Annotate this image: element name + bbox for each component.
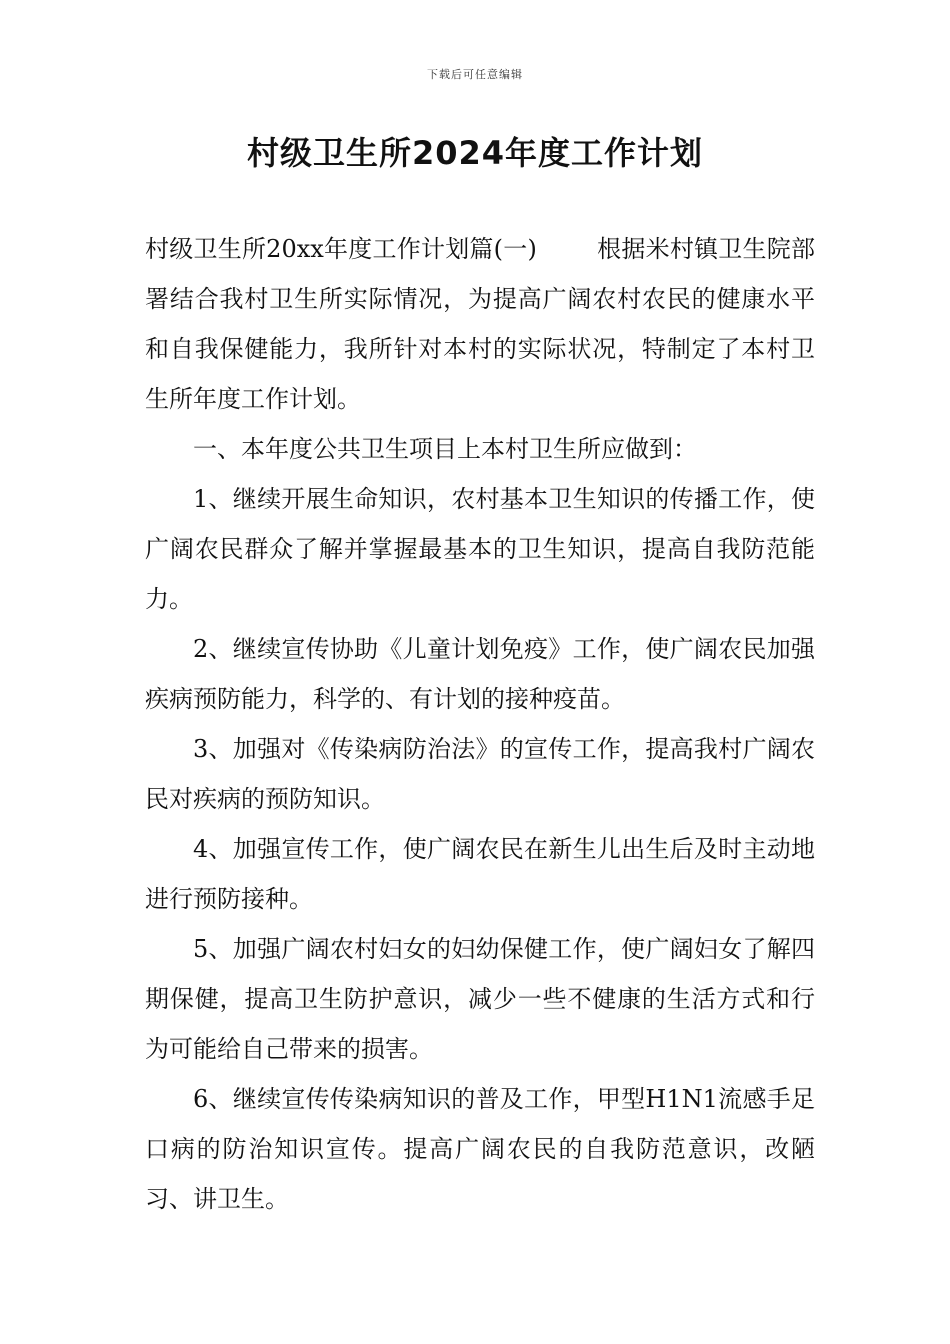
list-item-3: 3、加强对《传染病防治法》的宣传工作，提高我村广阔农民对疾病的预防知识。 bbox=[145, 735, 815, 813]
header-note: 下载后可任意编辑 bbox=[427, 68, 523, 81]
section-heading-1: 一、本年度公共卫生项目上本村卫生所应做到： bbox=[193, 435, 697, 463]
list-item-1: 1、继续开展生命知识，农村基本卫生知识的传播工作，使广阔农民群众了解并掌握最基本的卫生知识，提高自我防范能力。 bbox=[145, 485, 815, 613]
intro-text: 根据米村镇卫生院部署结合我村卫生所实际情况，为提高广阔农村农民的健康水平和自我保健能力，我所针对本村的实际状况，特制定了本村卫生所年度工作计划。 bbox=[145, 235, 815, 413]
list-item-2: 2、继续宣传协助《儿童计划免疫》工作，使广阔农民加强疾病预防能力，科学的、有计划的接种疫苗。 bbox=[145, 635, 815, 713]
list-item-5: 5、加强广阔农村妇女的妇幼保健工作，使广阔妇女了解四期保健，提高卫生防护意识，减少一些不健康的生活方式和行为可能给自己带来的损害。 bbox=[145, 935, 815, 1063]
document-body bbox=[145, 224, 815, 1224]
list-item-6: 6、继续宣传传染病知识的普及工作，甲型H1N1流感手足口病的防治知识宣传。提高广阔农民的自我防范意识，改陋习、讲卫生。 bbox=[145, 1085, 815, 1213]
intro-lead: 村级卫生所20xx年度工作计划篇(一) bbox=[145, 235, 537, 263]
list-item-4: 4、加强宣传工作，使广阔农民在新生儿出生后及时主动地进行预防接种。 bbox=[145, 835, 815, 913]
page-title: 村级卫生所2024年度工作计划 bbox=[246, 134, 704, 172]
intro-paragraph bbox=[145, 224, 815, 424]
